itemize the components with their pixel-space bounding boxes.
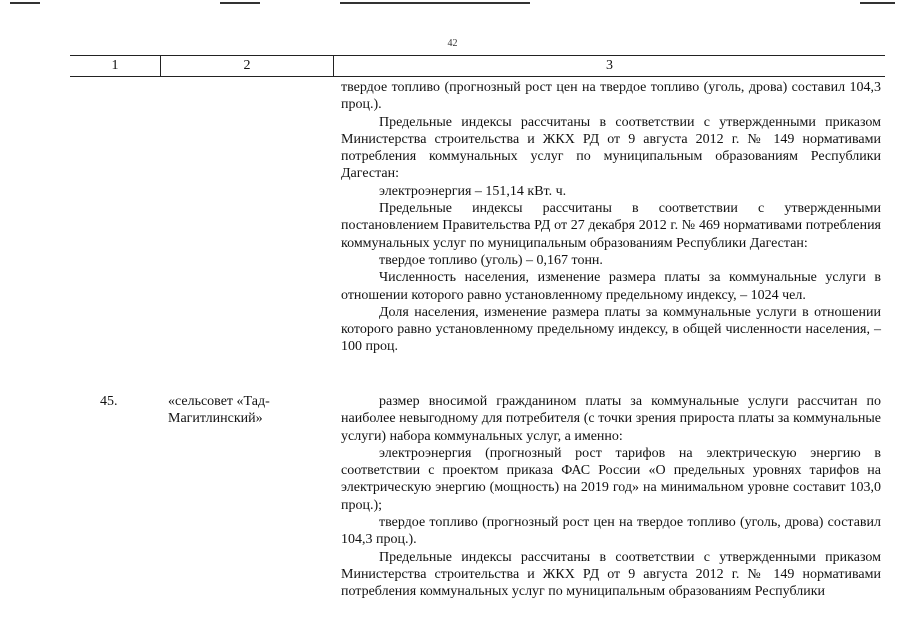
entry-text [341, 393, 881, 601]
paragraph: размер вносимой гражданином платы за коммунальные услуги рассчитан по наиболее невыгодному для потребителя (с точки зрения прироста платы за коммунальные услуги) набора коммунальных услуг, а именно: [341, 394, 881, 444]
table-header [70, 55, 885, 77]
table-header-col-3: 3 [606, 58, 613, 73]
table-header-col-2: 2 [161, 56, 334, 76]
paragraph: Предельные индексы рассчитаны в соответствии с утвержденными постановлением Правительства РД от 27 декабря 2012 г. № 469 нормативами потребления коммунальных услуг по муниципальным образованиям Республики Дагестан: [341, 201, 881, 251]
paragraph: электроэнергия – 151,14 кВт. ч. [379, 183, 567, 199]
continuation-text [341, 79, 881, 356]
paragraph: Предельные индексы рассчитаны в соответствии с утвержденными приказом Министерства строительства и ЖКХ РД от 9 августа 2012 г. № 149 нормативами потребления коммунальных услуг по муниципальным образованиям Республики [341, 549, 881, 600]
paragraph: твердое топливо (прогнозный рост цен на твердое топливо (уголь, дрова) составил 104,3 проц.). [341, 80, 881, 113]
scan-edge-marks [0, 0, 905, 6]
paragraph: Доля населения, изменение размера платы за коммунальные услуги в отношении которого равно установленному предельному индексу, в общей численности населения, – 100 проц. [341, 304, 881, 355]
paragraph: Численность населения, изменение размера платы за коммунальные услуги в отношении которого равно установленному предельному индексу, – 1024 чел. [341, 270, 881, 303]
paragraph: твердое топливо (уголь) – 0,167 тонн. [379, 252, 603, 268]
municipality-name: «сельсовет «Тад-Магитлинский» [168, 394, 270, 426]
paragraph: твердое топливо (прогнозный рост цен на твердое топливо (уголь, дрова) составил 104,3 проц.). [341, 515, 881, 548]
table-header-col-1: 1 [70, 56, 161, 76]
paragraph: электроэнергия (прогнозный рост тарифов на электрическую энергию в соответствии с проектом приказа ФАС России «О предельных уровнях тарифов на электрическую энергию (мощность) на 2019 год» на минимальном уровне составит 103,0 проц.); [341, 445, 881, 513]
entry-number: 45. [100, 394, 118, 409]
page-number: 42 [447, 38, 458, 49]
paragraph: Предельные индексы рассчитаны в соответствии с утвержденными приказом Министерства строительства и ЖКХ РД от 9 августа 2012 г. № 149 нормативами потребления коммунальных услуг по муниципальным образованиям Республики Дагестан: [341, 114, 881, 182]
